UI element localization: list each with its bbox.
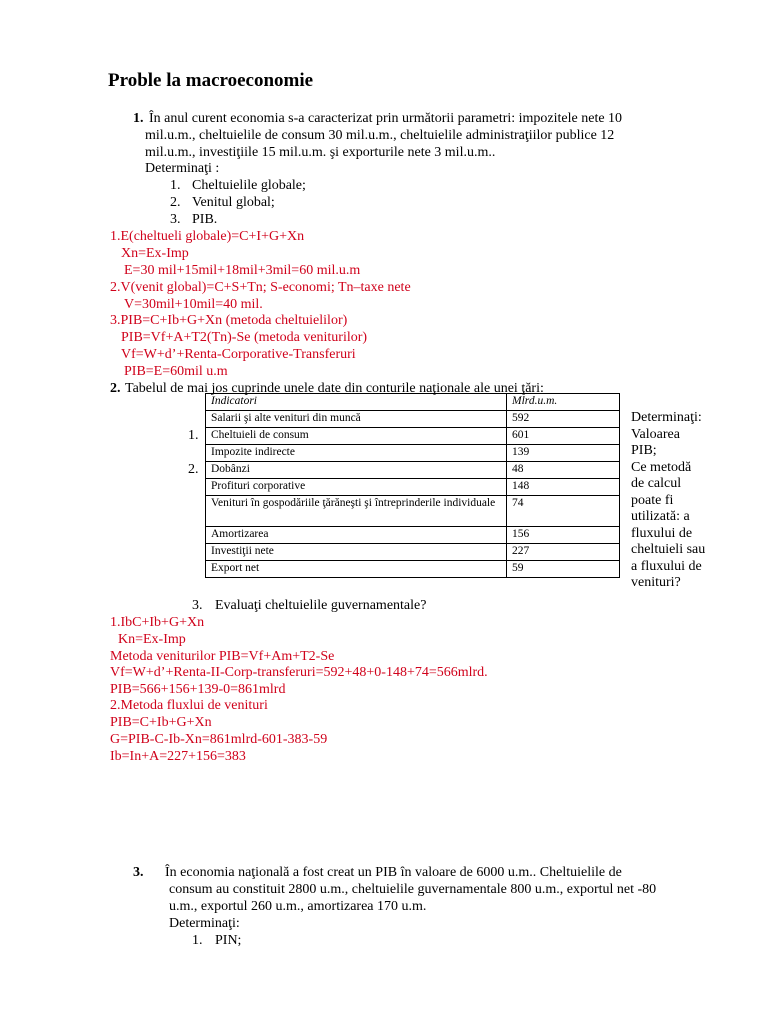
problem1-determinati: Determinaţi :: [145, 161, 220, 176]
table-cell-label: Venituri în gospodăriile ţărăneşti şi întreprinderile individuale: [206, 496, 507, 527]
problem1-solution-line: Xn=Ex-Imp: [121, 246, 189, 261]
table-cell-label: Cheltuieli de consum: [206, 428, 507, 445]
side-line: venituri?: [631, 575, 681, 590]
problem1-solution-line: 2.V(venit global)=C+S+Tn; S-economi; Tn–taxe nete: [110, 280, 411, 295]
problem1-item-number: 2.: [170, 195, 181, 210]
problem2-row-number: 2.: [188, 462, 199, 477]
problem1-solution-line: 1.E(cheltueli globale)=C+I+G+Xn: [110, 229, 305, 244]
side-line: PIB;: [631, 443, 657, 458]
problem3-line1: În economia naţională a fost creat un PIB în valoare de 6000 u.m.. Cheltuielile de: [165, 865, 622, 880]
table-cell-value: 48: [507, 462, 620, 479]
problem1-solution-line: PIB=E=60mil u.m: [124, 364, 228, 379]
problem1-item-label: Venitul global;: [192, 195, 275, 210]
side-line: fluxului de: [631, 525, 693, 541]
table-header-cell: Indicatori: [206, 394, 507, 411]
problem2-solution-line: G=PIB-C-Ib-Xn=861mlrd-601-383-59: [110, 732, 328, 747]
table-row: [206, 428, 620, 445]
problem1-item-label: PIB.: [192, 212, 218, 227]
problem2-item3: Evaluaţi cheltuielile guvernamentale?: [215, 598, 427, 613]
problem3-determinati: Determinaţi:: [169, 916, 240, 931]
page-title: Proble la macroeconomie: [108, 70, 314, 91]
problem2-solution-line: PIB=C+Ib+G+Xn: [110, 715, 212, 730]
table-row: [206, 479, 620, 496]
problem1-solution-line: PIB=Vf+A+T2(Tn)-Se (metoda veniturilor): [121, 330, 368, 345]
problem2-solution-line: Ib=In+A=227+156=383: [110, 749, 246, 764]
side-line: utilizată: a: [631, 509, 690, 524]
table-row: [206, 462, 620, 479]
side-line: poate fi: [631, 492, 674, 508]
problem1-solution-line: E=30 mil+15mil+18mil+3mil=60 mil.u.m: [124, 263, 361, 278]
side-line: Determinaţi:: [631, 410, 702, 425]
table-cell-value: 74: [507, 496, 620, 527]
side-line: Valoarea: [631, 426, 680, 442]
problem3-line2: consum au constituit 2800 u.m., cheltuielile guvernamentale 800 u.m., exportul net -80: [169, 882, 657, 897]
problem2-row-number: 1.: [188, 428, 199, 443]
problem1-text-line1: În anul curent economia s-a caracterizat prin următorii parametri: impozitele nete 10: [149, 111, 623, 126]
table-cell-value: 156: [507, 527, 620, 544]
table-cell-label: Profituri corporative: [206, 479, 507, 496]
problem1-text-line3: mil.u.m., investiţiile 15 mil.u.m. şi exporturile nete 3 mil.u.m..: [145, 145, 496, 160]
problem3-item1-number: 1.: [192, 933, 203, 948]
problem2-item3-number: 3.: [192, 598, 203, 613]
side-line: cheltuieli sau: [631, 542, 706, 557]
problem1-solution-line: 3.PIB=C+Ib+G+Xn (metoda cheltuielilor): [110, 313, 348, 328]
table-cell-value: 601: [507, 428, 620, 445]
problem1-item-number: 3.: [170, 212, 181, 227]
problem2-solution-line: 1.IbC+Ib+G+Xn: [110, 615, 205, 630]
problem2-solution-line: 2.Metoda fluxlui de venituri: [110, 698, 268, 713]
table-row: [206, 445, 620, 462]
problem1-solution-line: V=30mil+10mil=40 mil.: [124, 297, 263, 312]
table-cell-label: Investiţii nete: [206, 544, 507, 561]
side-line: a fluxului de: [631, 558, 702, 574]
table-cell-value: 139: [507, 445, 620, 462]
problem2-solution-line: Metoda veniturilor PIB=Vf+Am+T2-Se: [110, 649, 335, 664]
table-cell-label: Salarii şi alte venituri din muncă: [206, 411, 507, 428]
table-cell-label: Dobânzi: [206, 462, 507, 479]
problem2-solution-line: Kn=Ex-Imp: [118, 632, 186, 647]
table-row: [206, 561, 620, 578]
problem2-solution-line: PIB=566+156+139-0=861mlrd: [110, 682, 286, 697]
table-cell-value: 227: [507, 544, 620, 561]
problem3-item1: PIN;: [215, 933, 242, 948]
problem1-text-line2: mil.u.m., cheltuielile de consum 30 mil.u.m., cheltuielile administraţiilor publice 12: [145, 128, 615, 143]
problem2-solution-line: Vf=W+d’+Renta-II-Corp-transferuri=592+48+0-148+74=566mlrd.: [110, 665, 488, 680]
table-header-cell: Mlrd.u.m.: [507, 394, 620, 411]
table-header-row: [206, 394, 620, 411]
side-line: Ce metodă: [631, 459, 692, 475]
table-cell-value: 59: [507, 561, 620, 578]
problem1-item-number: 1.: [170, 178, 181, 193]
national-accounts-table: [205, 393, 620, 578]
table-row: [206, 411, 620, 428]
problem1-solution-line: Vf=W+d’+Renta-Corporative-Transferuri: [121, 347, 356, 362]
table-cell-value: 592: [507, 411, 620, 428]
table-cell-label: Amortizarea: [206, 527, 507, 544]
side-line: de calcul: [631, 476, 682, 491]
problem1-item-label: Cheltuielile globale;: [192, 178, 306, 193]
table-row: [206, 544, 620, 561]
problem1-number: 1.: [133, 111, 144, 126]
problem3-line3: u.m., exportul 260 u.m., amortizarea 170 u.m.: [169, 899, 427, 914]
table-cell-value: 148: [507, 479, 620, 496]
table-row: [206, 496, 620, 527]
problem3-number: 3.: [133, 865, 144, 880]
problem2-side-question: [631, 410, 726, 592]
table-row: [206, 527, 620, 544]
problem2-number: 2.: [110, 381, 121, 396]
table-cell-label: Impozite indirecte: [206, 445, 507, 462]
table-cell-label: Export net: [206, 561, 507, 578]
problem2-intro: Tabelul de mai jos cuprinde unele date din conturile naţionale ale unei ţări:: [125, 381, 544, 396]
